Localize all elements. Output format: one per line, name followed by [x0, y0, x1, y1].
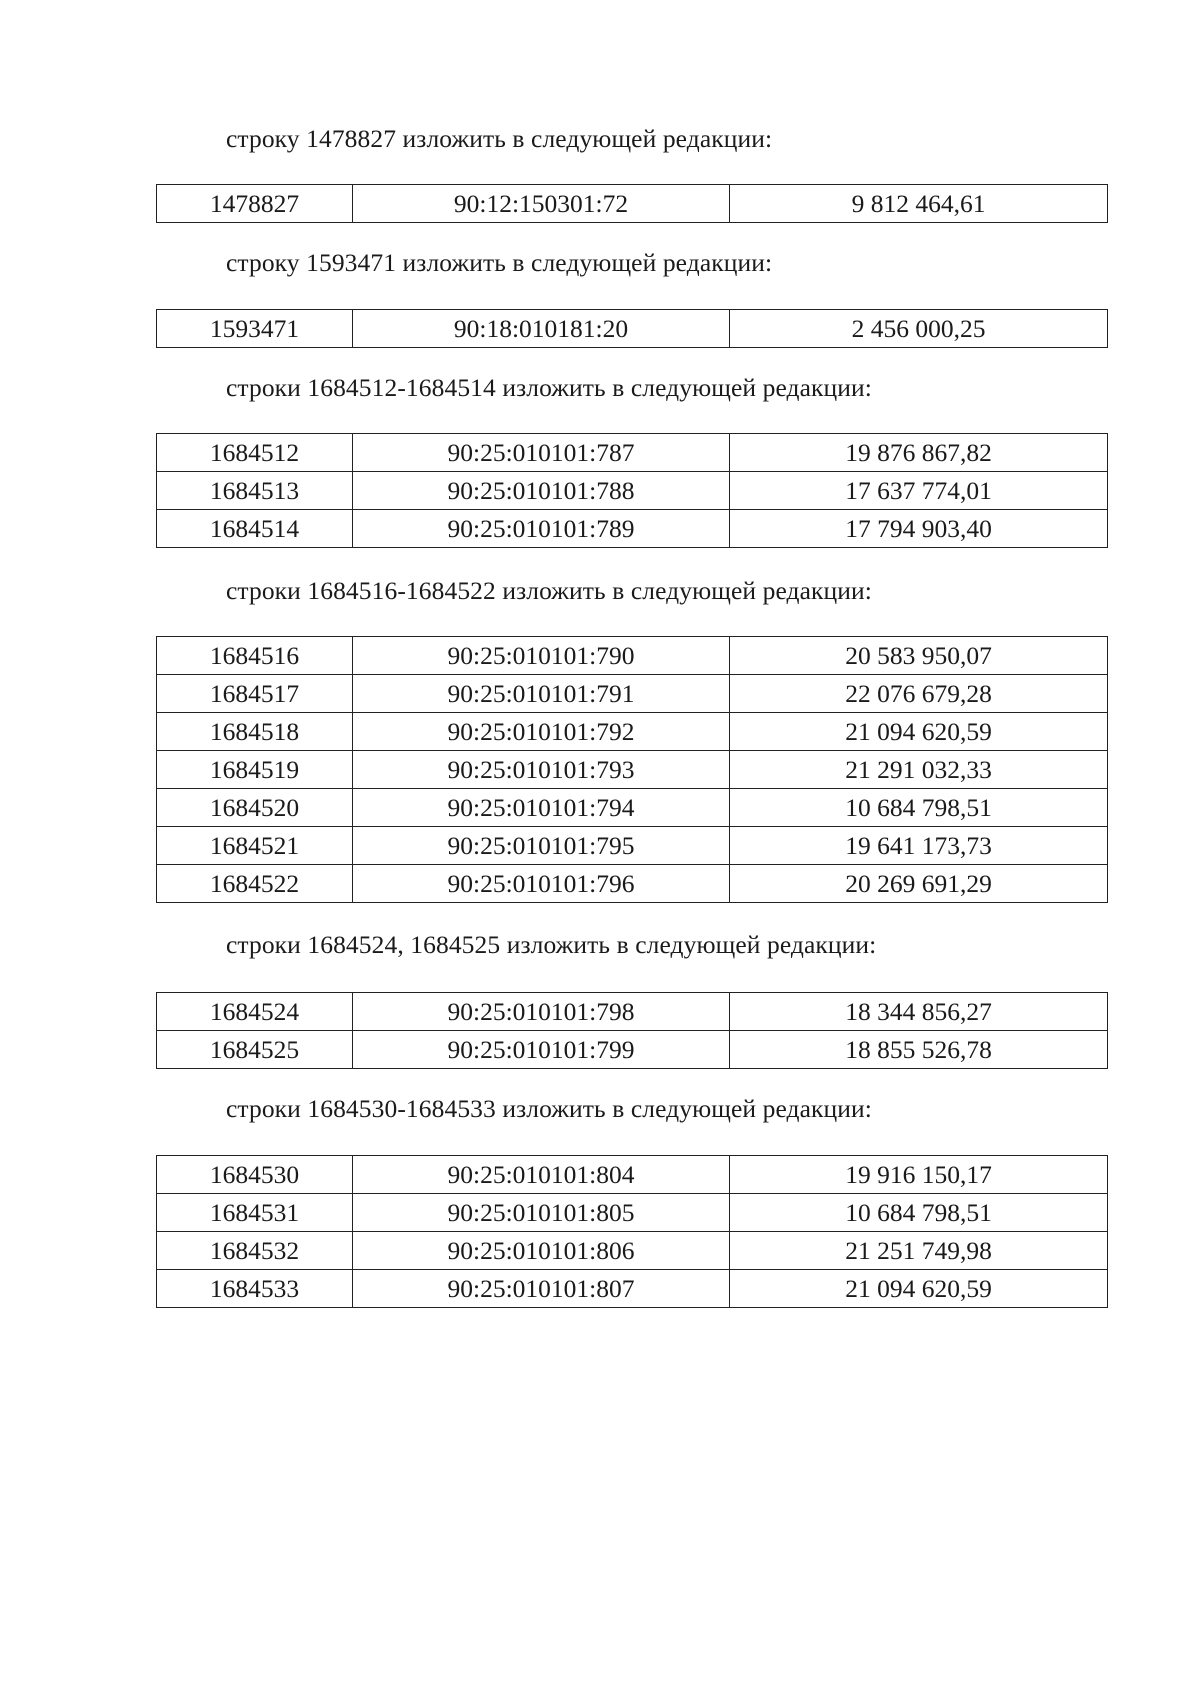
cadastral-value-cell: 10 684 798,51 — [730, 1194, 1108, 1232]
amendment-table — [156, 636, 1108, 903]
cadastral-value-cell: 21 291 032,33 — [730, 751, 1108, 789]
cadastral-value-cell: 19 641 173,73 — [730, 827, 1108, 865]
row-number-cell: 1684519 — [157, 751, 353, 789]
cadastral-value-cell: 20 269 691,29 — [730, 865, 1108, 903]
table-row — [157, 751, 1108, 789]
amendment-table — [156, 309, 1108, 348]
cadastral-value-cell: 10 684 798,51 — [730, 789, 1108, 827]
cadastral-number-cell: 90:25:010101:794 — [353, 789, 730, 827]
table-row — [157, 510, 1108, 548]
table-row — [157, 1232, 1108, 1270]
section-heading: строку 1478827 изложить в следующей редакции: — [226, 124, 773, 153]
cadastral-number-cell: 90:25:010101:799 — [353, 1031, 730, 1069]
table-row — [157, 993, 1108, 1031]
table-row — [157, 865, 1108, 903]
row-number-cell: 1684531 — [157, 1194, 353, 1232]
cadastral-value-cell: 18 855 526,78 — [730, 1031, 1108, 1069]
table-row — [157, 310, 1108, 348]
section-heading: строки 1684512-1684514 изложить в следующей редакции: — [226, 373, 872, 402]
section-heading: строки 1684516-1684522 изложить в следующей редакции: — [226, 576, 872, 605]
cadastral-value-cell: 21 251 749,98 — [730, 1232, 1108, 1270]
section-heading: строку 1593471 изложить в следующей редакции: — [226, 248, 773, 277]
row-number-cell: 1684524 — [157, 993, 353, 1031]
cadastral-number-cell: 90:25:010101:791 — [353, 675, 730, 713]
table-row — [157, 827, 1108, 865]
row-number-cell: 1684521 — [157, 827, 353, 865]
table-row — [157, 789, 1108, 827]
table-row — [157, 1194, 1108, 1232]
cadastral-number-cell: 90:25:010101:793 — [353, 751, 730, 789]
row-number-cell: 1684533 — [157, 1270, 353, 1308]
row-number-cell: 1478827 — [157, 185, 353, 223]
cadastral-value-cell: 20 583 950,07 — [730, 637, 1108, 675]
table-row — [157, 713, 1108, 751]
row-number-cell: 1684520 — [157, 789, 353, 827]
cadastral-value-cell: 22 076 679,28 — [730, 675, 1108, 713]
amendment-table — [156, 992, 1108, 1069]
cadastral-value-cell: 21 094 620,59 — [730, 1270, 1108, 1308]
cadastral-value-cell: 21 094 620,59 — [730, 713, 1108, 751]
section-heading: строки 1684524, 1684525 изложить в следующей редакции: — [226, 930, 877, 959]
cadastral-number-cell: 90:25:010101:806 — [353, 1232, 730, 1270]
row-number-cell: 1593471 — [157, 310, 353, 348]
cadastral-number-cell: 90:18:010181:20 — [353, 310, 730, 348]
cadastral-number-cell: 90:25:010101:798 — [353, 993, 730, 1031]
cadastral-number-cell: 90:25:010101:805 — [353, 1194, 730, 1232]
cadastral-number-cell: 90:25:010101:804 — [353, 1156, 730, 1194]
cadastral-number-cell: 90:25:010101:795 — [353, 827, 730, 865]
cadastral-number-cell: 90:25:010101:807 — [353, 1270, 730, 1308]
table-row — [157, 1156, 1108, 1194]
section-heading: строки 1684530-1684533 изложить в следующей редакции: — [226, 1094, 872, 1123]
row-number-cell: 1684513 — [157, 472, 353, 510]
table-row — [157, 637, 1108, 675]
cadastral-value-cell: 9 812 464,61 — [730, 185, 1108, 223]
row-number-cell: 1684516 — [157, 637, 353, 675]
amendment-table — [156, 184, 1108, 223]
cadastral-number-cell: 90:25:010101:787 — [353, 434, 730, 472]
cadastral-number-cell: 90:25:010101:790 — [353, 637, 730, 675]
cadastral-number-cell: 90:25:010101:789 — [353, 510, 730, 548]
table-row — [157, 1031, 1108, 1069]
row-number-cell: 1684518 — [157, 713, 353, 751]
table-row — [157, 675, 1108, 713]
cadastral-value-cell: 17 637 774,01 — [730, 472, 1108, 510]
cadastral-number-cell: 90:25:010101:788 — [353, 472, 730, 510]
row-number-cell: 1684512 — [157, 434, 353, 472]
row-number-cell: 1684532 — [157, 1232, 353, 1270]
table-row — [157, 1270, 1108, 1308]
row-number-cell: 1684525 — [157, 1031, 353, 1069]
cadastral-value-cell: 17 794 903,40 — [730, 510, 1108, 548]
cadastral-value-cell: 2 456 000,25 — [730, 310, 1108, 348]
cadastral-value-cell: 19 916 150,17 — [730, 1156, 1108, 1194]
amendment-table — [156, 1155, 1108, 1308]
row-number-cell: 1684517 — [157, 675, 353, 713]
table-row — [157, 185, 1108, 223]
table-row — [157, 434, 1108, 472]
cadastral-value-cell: 19 876 867,82 — [730, 434, 1108, 472]
row-number-cell: 1684514 — [157, 510, 353, 548]
amendment-table — [156, 433, 1108, 548]
table-row — [157, 472, 1108, 510]
cadastral-number-cell: 90:12:150301:72 — [353, 185, 730, 223]
cadastral-number-cell: 90:25:010101:796 — [353, 865, 730, 903]
cadastral-number-cell: 90:25:010101:792 — [353, 713, 730, 751]
row-number-cell: 1684530 — [157, 1156, 353, 1194]
cadastral-value-cell: 18 344 856,27 — [730, 993, 1108, 1031]
row-number-cell: 1684522 — [157, 865, 353, 903]
